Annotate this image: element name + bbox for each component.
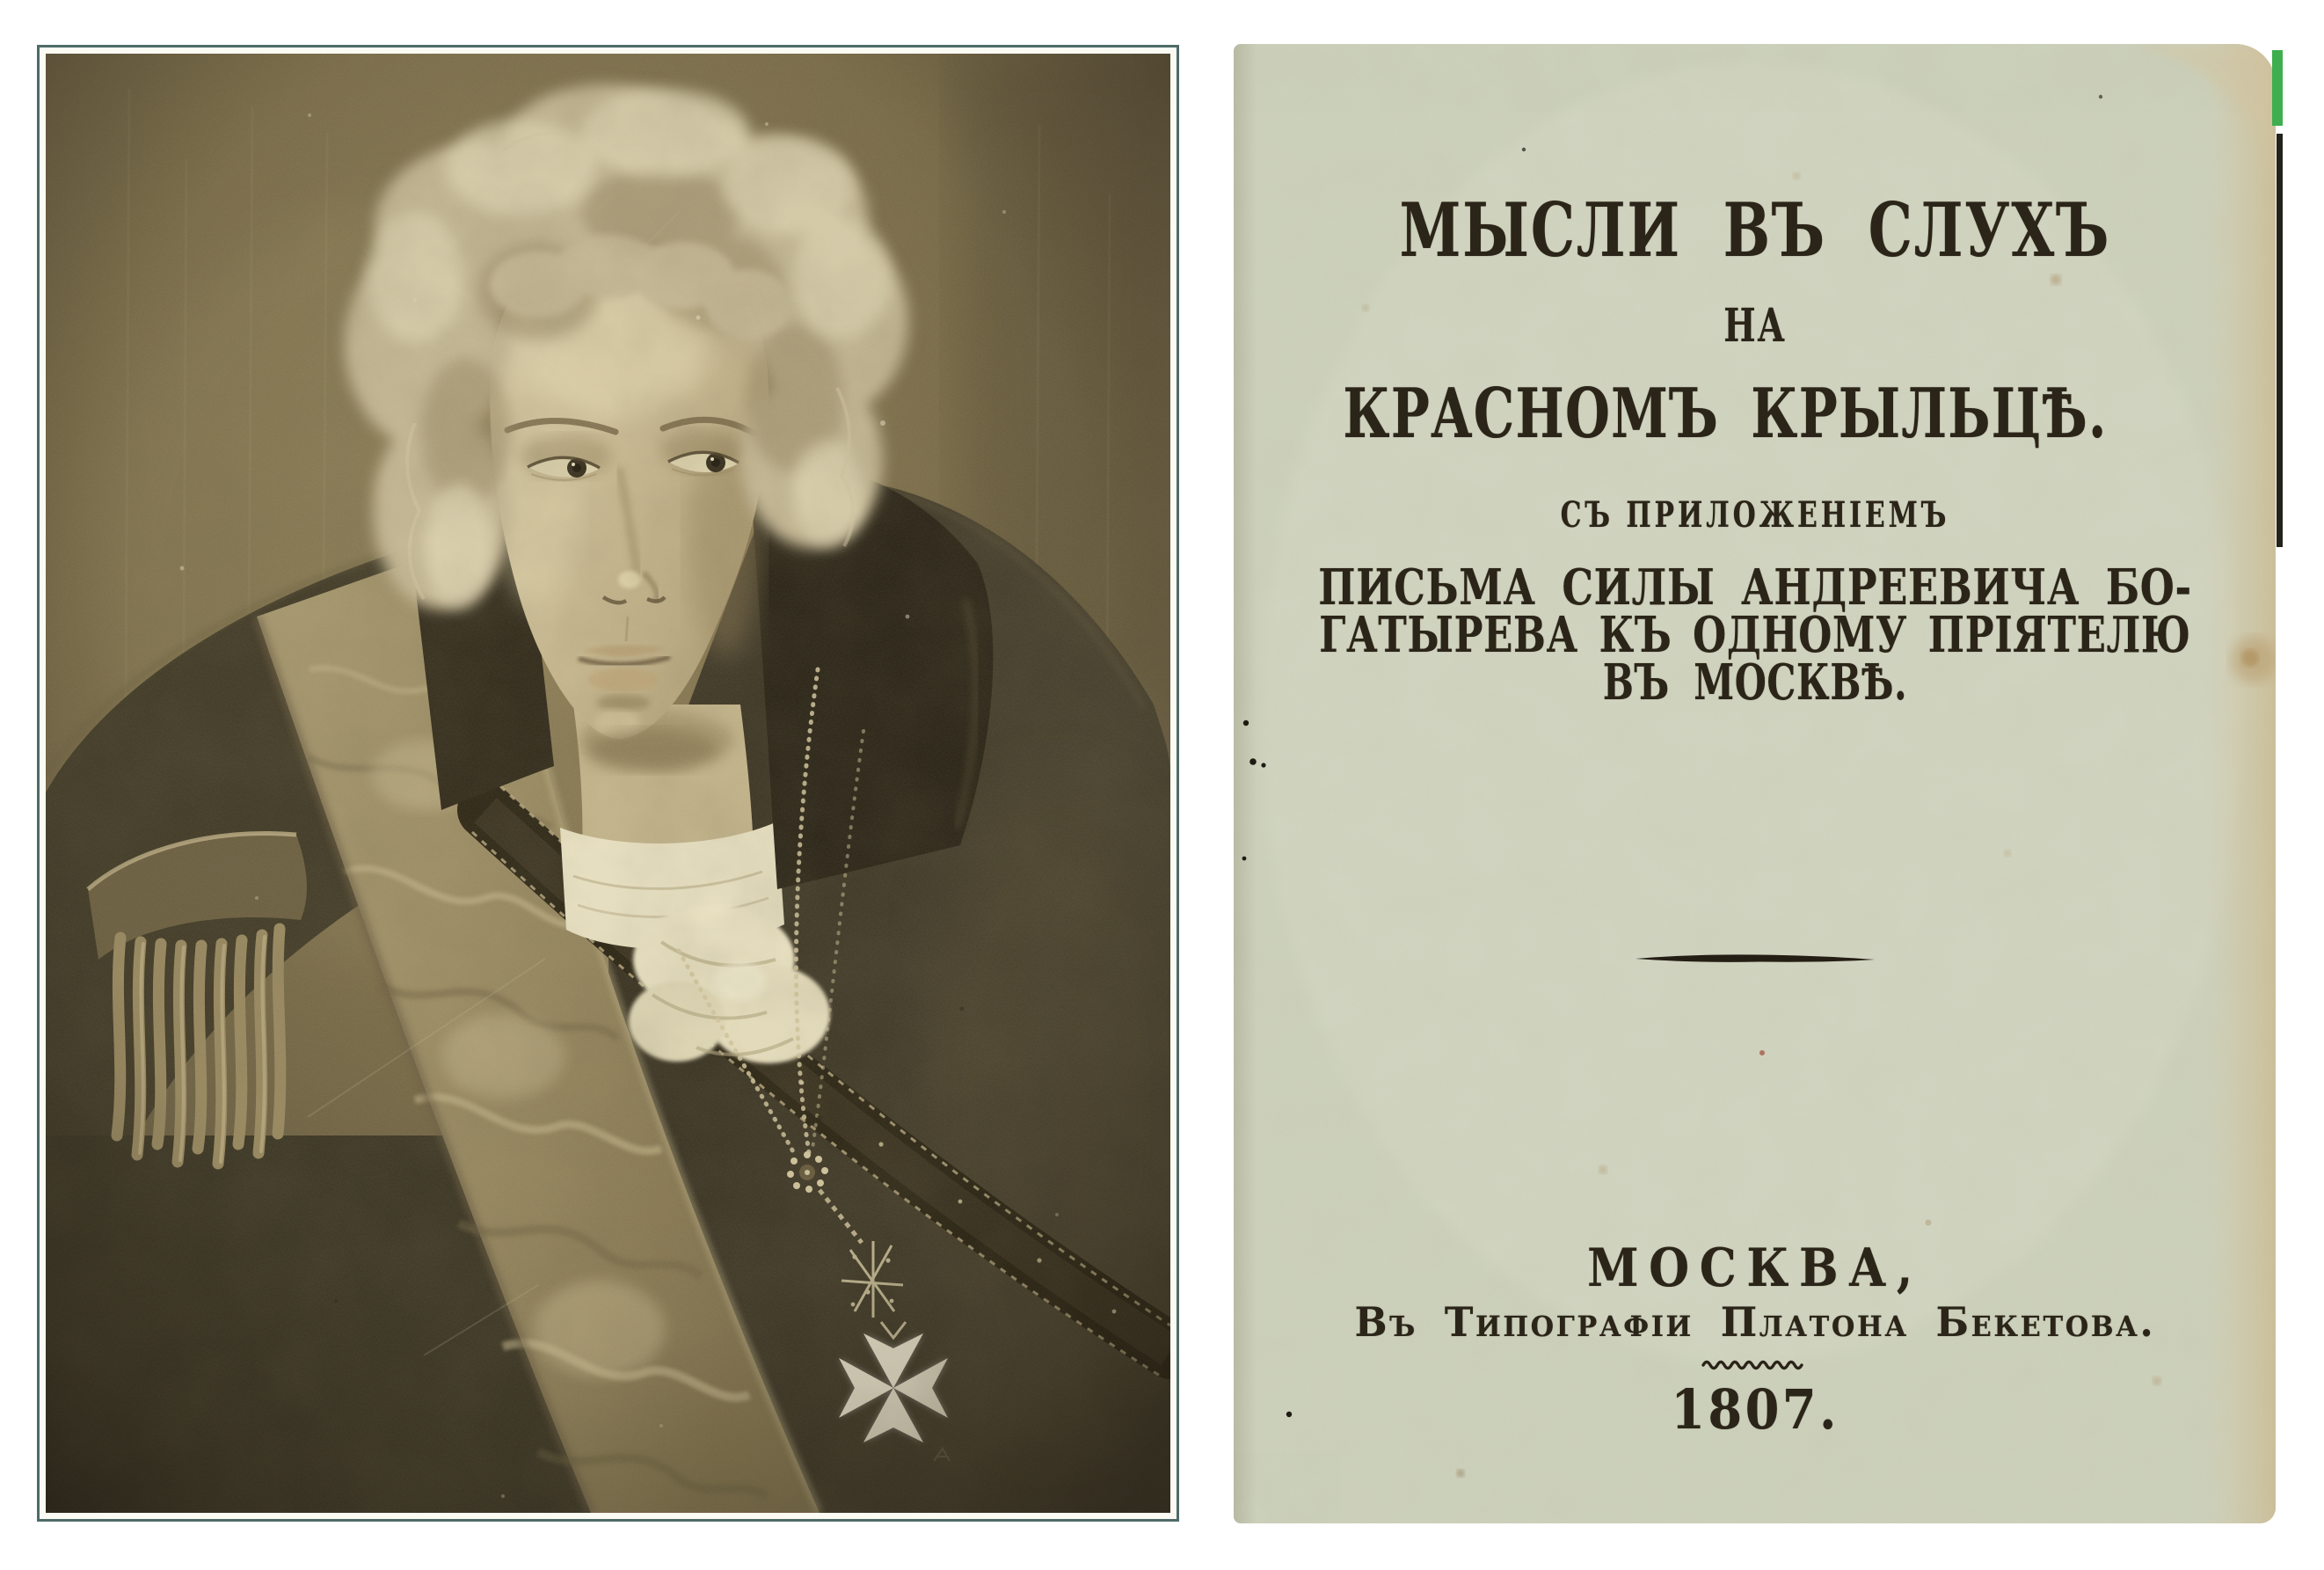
- portrait-plate: [37, 45, 1179, 1522]
- imprint-year: 1807.: [1670, 1377, 1840, 1442]
- squiggle-rule: [1701, 1356, 1804, 1370]
- portrait-illustration: [46, 54, 1170, 1513]
- imprint-city: МОСКВА,: [1586, 1238, 1923, 1299]
- appendix-line-1: ПИСЬМА СИЛЫ АНДРЕЕВИЧА БО-: [1317, 559, 2192, 617]
- portrait-photograph: [46, 54, 1170, 1513]
- subtitle-with-appendix: СЪ ПРИЛОЖЕНІЕМЪ: [1560, 494, 1949, 536]
- appendix-line-3: ВЪ МОСКВѢ.: [1602, 654, 1907, 712]
- tapered-rule: [1632, 953, 1878, 965]
- scan-edge-artifact-green: [2272, 50, 2283, 126]
- book-title-line-1: МЫСЛИ ВЪ СЛУХЪ: [1399, 186, 2110, 274]
- imprint-printer: Въ Типографіи Платона Бекетова.: [1354, 1298, 2155, 1346]
- book-title-line-3: КРАСНОМЪ КРЫЛЬЦѢ.: [1342, 374, 2108, 454]
- appendix-line-2: ГАТЫРЕВА КЪ ОДНОМУ ПРІЯТЕЛЮ: [1318, 606, 2191, 664]
- title-page: [1234, 44, 2276, 1523]
- book-title-line-2: НА: [1723, 299, 1787, 353]
- scan-edge-artifact-dark: [2277, 134, 2283, 547]
